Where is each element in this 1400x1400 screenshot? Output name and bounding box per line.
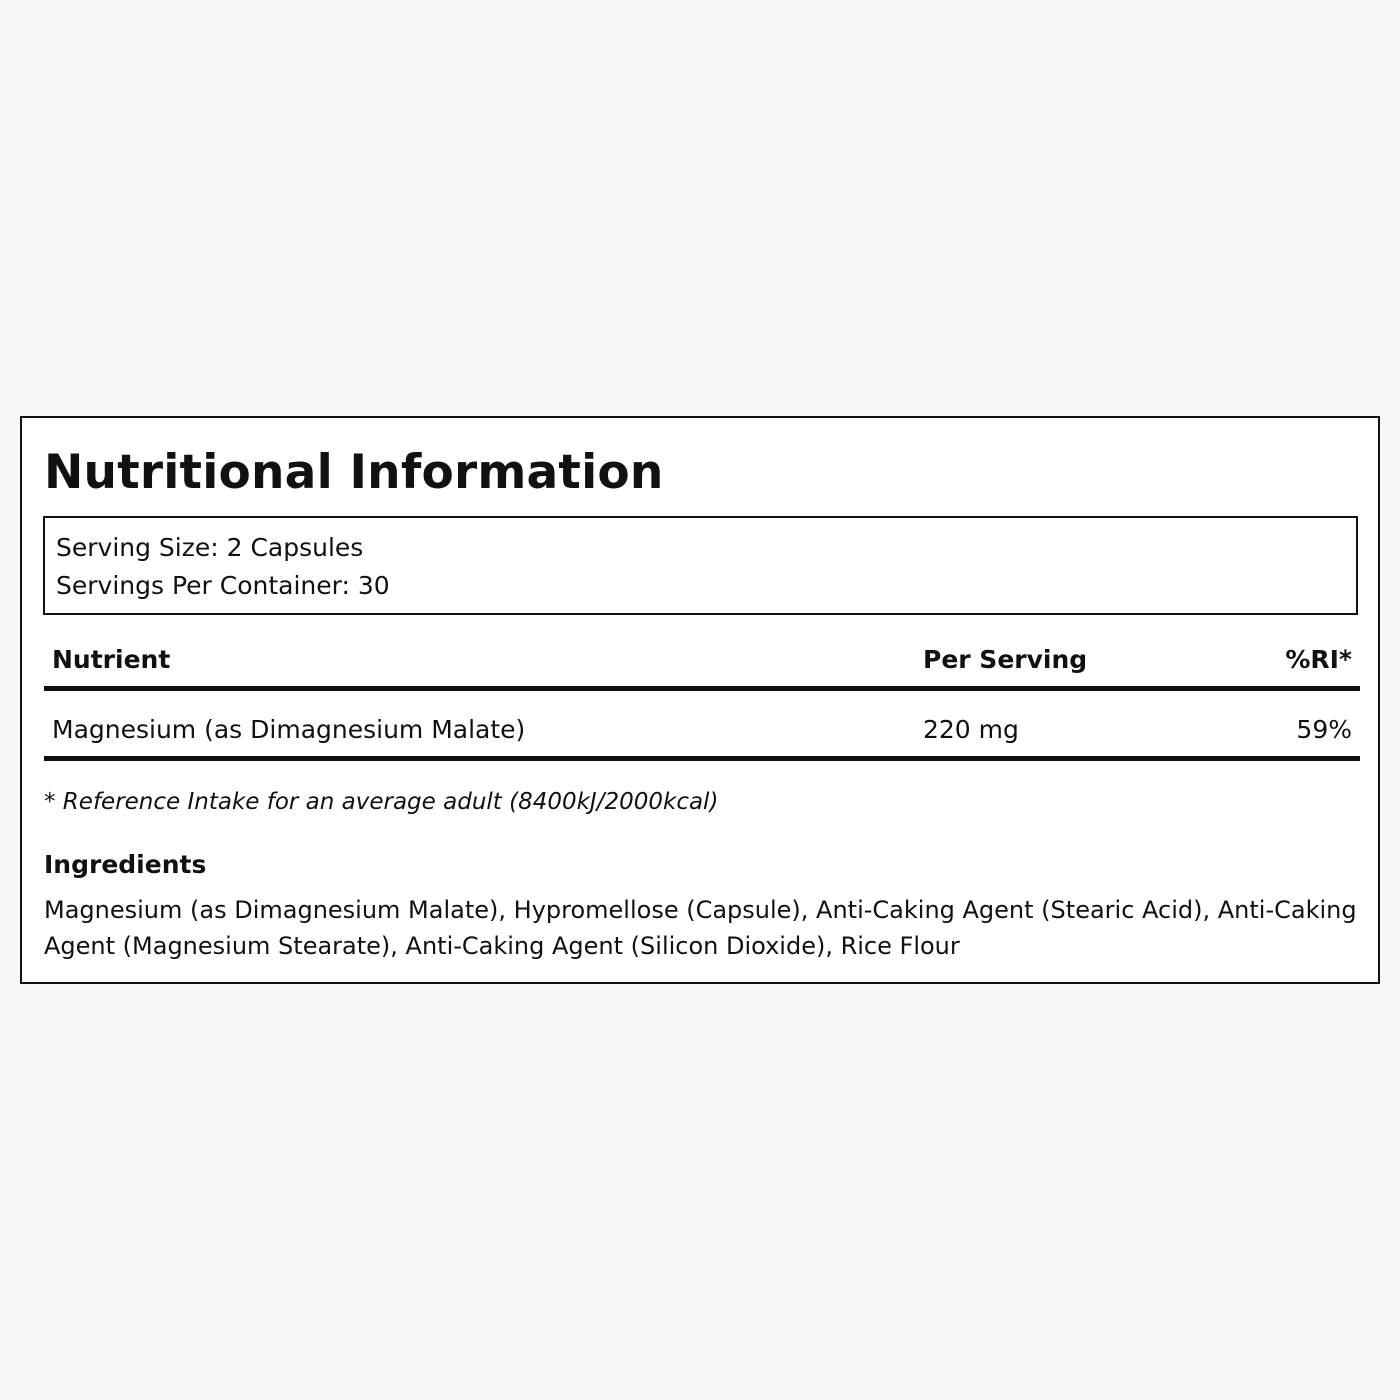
header-nutrient: Nutrient xyxy=(52,645,171,674)
ingredients-list: Magnesium (as Dimagnesium Malate), Hypromellose (Capsule), Anti-Caking Agent (Stearic Acid), Anti-Caking Agent (Magnesium Stearate), Anti-Caking Agent (Silicon Dioxide), Rice Flour xyxy=(44,896,1357,960)
table-row xyxy=(44,712,1360,752)
label-title: Nutritional Information xyxy=(44,445,664,500)
serving-size: Serving Size: 2 Capsules xyxy=(56,533,364,562)
row-nutrient: Magnesium (as Dimagnesium Malate) xyxy=(52,715,526,744)
nutrition-label xyxy=(20,416,1380,984)
header-ri: %RI* xyxy=(1285,645,1352,674)
table-bottom-divider xyxy=(44,756,1360,761)
nutrient-table-header xyxy=(44,642,1360,682)
row-per-serving: 220 mg xyxy=(923,715,1019,744)
table-header-divider xyxy=(44,686,1360,691)
reference-intake-footnote: * Reference Intake for an average adult (8400kJ/2000kcal) xyxy=(44,789,719,815)
row-ri: 59% xyxy=(1296,715,1352,744)
servings-per-container: Servings Per Container: 30 xyxy=(56,571,390,600)
ingredients-heading: Ingredients xyxy=(44,850,207,879)
header-per-serving: Per Serving xyxy=(923,645,1088,674)
serving-info-box xyxy=(43,516,1358,615)
